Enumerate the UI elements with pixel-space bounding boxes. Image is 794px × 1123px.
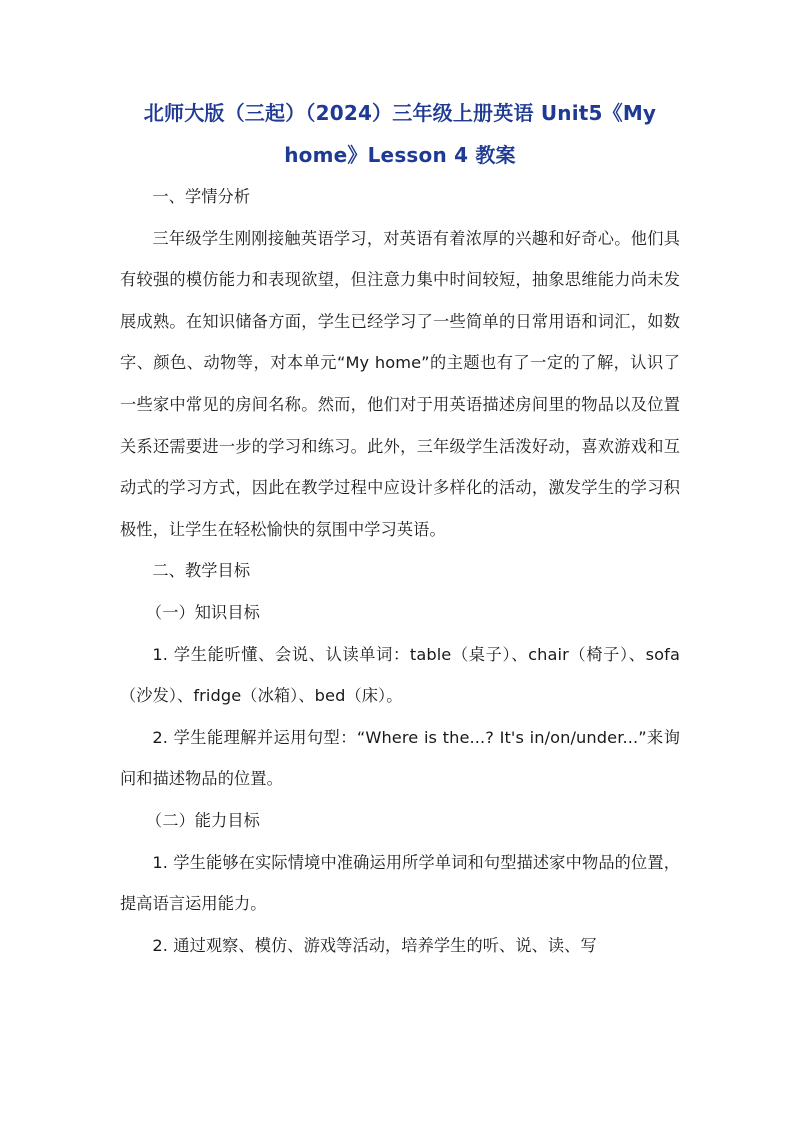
subheading-knowledge-objectives: （一）知识目标 [145, 602, 260, 622]
title-line-1: 北师大版（三起）（2024）三年级上册英语 Unit5《My [143, 101, 657, 125]
title-line-2: home》Lesson 4 教案 [284, 143, 516, 167]
subheading-ability-objectives: （二）能力目标 [145, 810, 260, 830]
knowledge-objective-1: 1. 学生能听懂、会说、认读单词：table（桌子）、chair（椅子）、sofa（沙发）、fridge（冰箱）、bed（床）。 [120, 644, 680, 706]
ability-objective-2: 2. 通过观察、模仿、游戏等活动，培养学生的听、说、读、写 [152, 935, 597, 955]
knowledge-objective-2: 2. 学生能理解并运用句型：“Where is the...? It's in/on/under...”来询问和描述物品的位置。 [120, 727, 680, 789]
section-heading-learner-analysis: 一、学情分析 [152, 187, 251, 206]
paragraph-learner-analysis: 三年级学生刚刚接触英语学习，对英语有着浓厚的兴趣和好奇心。他们具有较强的模仿能力和表现欲望，但注意力集中时间较短，抽象思维能力尚未发展成熟。在知识储备方面，学生已经学习了一些简单的日常用语和词汇，如数字、颜色、动物等，对本单元“My home”的主题也有了一定的了解，认识了一些家中常见的房间名称。然而，他们对于用英语描述房间里的物品以及位置关系还需要进一步的学习和练习。此外，三年级学生活泼好动，喜欢游戏和互动式的学习方式，因此在教学过程中应设计多样化的活动，激发学生的学习积极性，让学生在轻松愉快的氛围中学习英语。 [120, 228, 680, 539]
document-body [120, 92, 680, 966]
document-title [120, 92, 680, 176]
section-heading-teaching-objectives: 二、教学目标 [152, 561, 251, 581]
ability-objective-1: 1. 学生能够在实际情境中准确运用所学单词和句型描述家中物品的位置，提高语言运用能力。 [120, 852, 680, 914]
